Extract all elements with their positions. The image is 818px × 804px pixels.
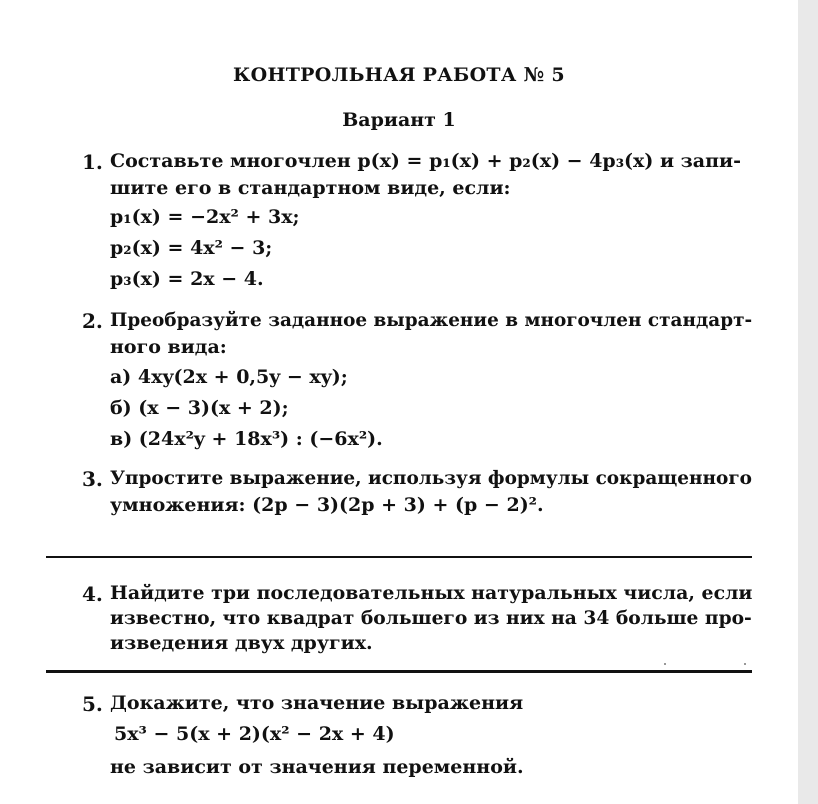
task-4-line-3: изведения двух других. [110, 632, 373, 654]
task-1-line-1: Составьте многочлен p(x) = p₁(x) + p₂(x) − 4p₃(x) и запи- [110, 150, 741, 172]
variant-heading: Вариант 1 [342, 109, 456, 131]
task-2-line-1: Преобразуйте заданное выражение в многочлен стандарт- [110, 309, 753, 331]
task-5-number: 5. [82, 692, 103, 716]
scan-dot [744, 663, 746, 665]
task-2-line-2: ного вида: [110, 336, 227, 358]
task-4-line-1: Найдите три последовательных натуральных числа, если [110, 582, 753, 604]
task-3-number: 3. [82, 467, 103, 491]
task-3-line-2: умножения: (2p − 3)(2p + 3) + (p − 2)². [110, 494, 544, 516]
task-5-line-2: не зависит от значения переменной. [110, 756, 524, 778]
task-1-line-2: шите его в стандартном виде, если: [110, 177, 511, 199]
scan-dot [664, 663, 666, 665]
section-divider-2 [46, 670, 752, 673]
page-title: КОНТРОЛЬНАЯ РАБОТА № 5 [233, 64, 565, 86]
task-1-number: 1. [82, 150, 103, 174]
task-2-item-a: а) 4xy(2x + 0,5y − xy); [110, 366, 348, 388]
task-2-number: 2. [82, 309, 103, 333]
task-4-line-2: известно, что квадрат большего из них на 34 больше про- [110, 607, 752, 629]
task-5-expression: 5x³ − 5(x + 2)(x² − 2x + 4) [114, 723, 395, 745]
task-5-line-1: Докажите, что значение выражения [110, 692, 524, 714]
side-scroll-strip [798, 0, 818, 804]
task-2-item-b: б) (x − 3)(x + 2); [110, 397, 289, 419]
task-4-number: 4. [82, 582, 103, 606]
task-1-formula-p2: p₂(x) = 4x² − 3; [110, 237, 273, 259]
task-1-formula-p1: p₁(x) = −2x² + 3x; [110, 206, 300, 228]
task-1-formula-p3: p₃(x) = 2x − 4. [110, 268, 264, 290]
task-3-line-1: Упростите выражение, используя формулы сокращенного [110, 467, 752, 489]
section-divider-1 [46, 556, 752, 558]
task-2-item-c: в) (24x²y + 18x³) : (−6x²). [110, 428, 383, 450]
